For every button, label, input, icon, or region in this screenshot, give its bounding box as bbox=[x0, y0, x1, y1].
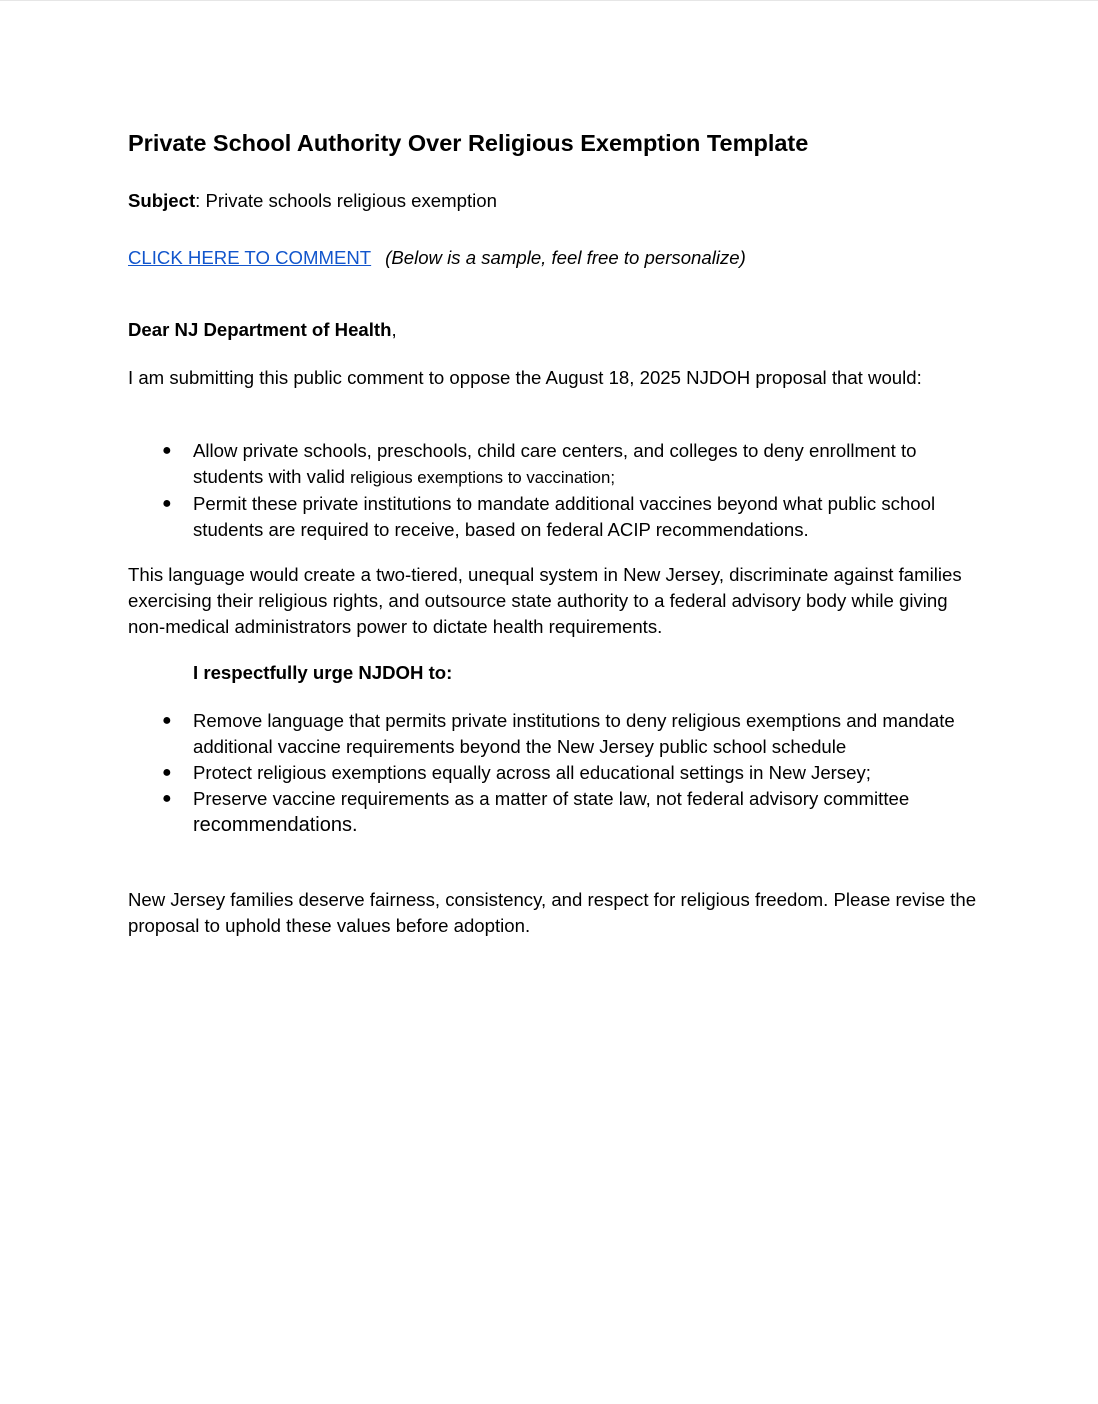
impact-paragraph: This language would create a two-tiered, unequal system in New Jersey, discriminate against families exercising their religious rights, and outsource state authority to a federal advisory body while giving non-medical administrators power to dictate health requirements. bbox=[128, 564, 962, 637]
subject-label: Subject bbox=[128, 190, 196, 211]
subject-line bbox=[128, 188, 497, 214]
comment-link-row bbox=[128, 245, 746, 271]
bullet-icon: ● bbox=[162, 442, 172, 459]
list-item-text-large: recommendations. bbox=[193, 814, 358, 836]
list-item-text: Preserve vaccine requirements as a matter of state law, not federal advisory committee bbox=[193, 788, 910, 809]
list-item-text: Remove language that permits private institutions to deny religious exemptions and mandate additional vaccine requirements beyond the New Jersey public school schedule bbox=[193, 710, 955, 757]
list-item-text: Protect religious exemptions equally across all educational settings in New Jersey; bbox=[193, 762, 871, 783]
proposal-bullet-list bbox=[128, 438, 978, 543]
intro-paragraph: I am submitting this public comment to oppose the August 18, 2025 NJDOH proposal that would: bbox=[128, 367, 922, 388]
list-item-text: Allow private schools, preschools, child care centers, and colleges to deny enrollment to students with valid bbox=[193, 440, 917, 487]
list-item bbox=[128, 438, 978, 491]
document-title: Private School Authority Over Religious Exemption Template bbox=[128, 130, 809, 156]
greeting bbox=[128, 317, 397, 343]
list-item-text: Permit these private institutions to mandate additional vaccines beyond what public school students are required to receive, based on federal ACIP recommendations. bbox=[193, 493, 936, 540]
sample-note: (Below is a sample, feel free to personalize) bbox=[385, 247, 746, 268]
bullet-icon: ● bbox=[162, 712, 172, 729]
list-item bbox=[128, 760, 978, 786]
urge-bullet-list bbox=[128, 708, 978, 838]
greeting-punctuation: , bbox=[391, 319, 397, 340]
subject-value: : Private schools religious exemption bbox=[195, 190, 497, 211]
bullet-icon: ● bbox=[162, 495, 172, 512]
list-item bbox=[128, 786, 978, 838]
urge-heading: I respectfully urge NJDOH to: bbox=[193, 662, 453, 683]
bullet-icon: ● bbox=[162, 790, 172, 807]
click-here-to-comment-link[interactable]: CLICK HERE TO COMMENT bbox=[128, 247, 372, 268]
closing-paragraph: New Jersey families deserve fairness, consistency, and respect for religious freedom. Please revise the proposal to uphold these values before adoption. bbox=[128, 889, 977, 936]
list-item-text-small: religious exemptions to vaccination; bbox=[350, 468, 616, 487]
list-item bbox=[128, 491, 978, 543]
greeting-recipient: Dear NJ Department of Health bbox=[128, 319, 392, 340]
bullet-icon: ● bbox=[162, 764, 172, 781]
list-item bbox=[128, 708, 978, 760]
